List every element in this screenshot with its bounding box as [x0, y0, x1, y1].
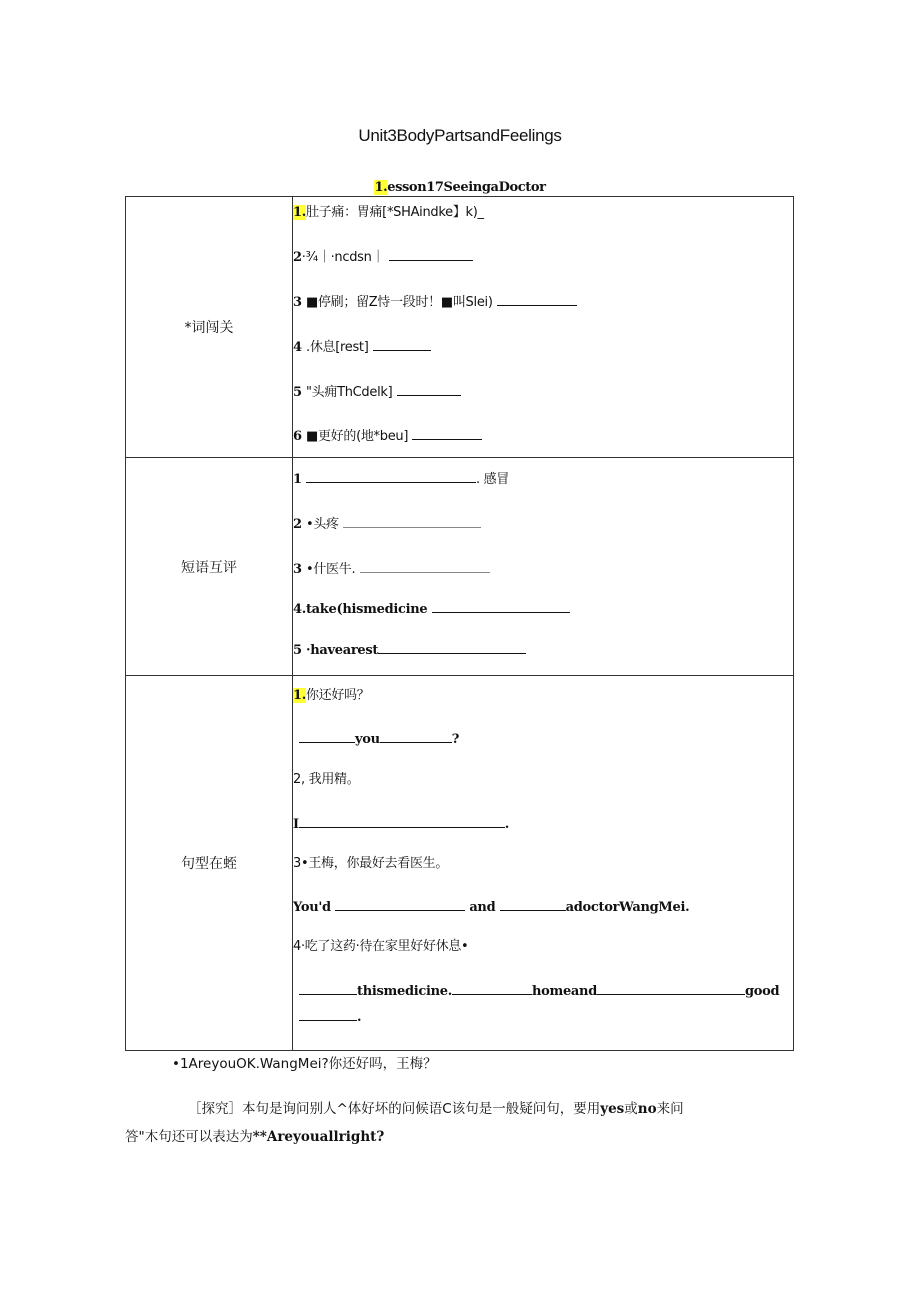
answer-blank[interactable]: [299, 983, 357, 995]
answer-blank[interactable]: [397, 384, 461, 396]
phrase-item-4: 4.take(hismedicine: [293, 601, 570, 617]
phrases-row: [126, 458, 794, 676]
note-explanation: ［探究］本句是询问别人^体好坏的问候语C该句是一般疑问句，要用yes或no来问: [188, 1101, 684, 1117]
exercise-table: [125, 196, 794, 1051]
vocab-item-6: 6 ■更好的(地*beu]: [293, 425, 482, 444]
answer-blank[interactable]: [378, 642, 526, 654]
phrase-item-5: 5 ·havearest: [293, 642, 526, 658]
vocab-item-2: 2·¾｜·ncdsn｜: [293, 246, 473, 265]
vocab-item-1: 1.肚子痛：胃痛[*SHAindke】k)_: [293, 205, 484, 220]
sentence-4-cn: 4·吃了这药·待在家里好好休息•: [293, 939, 469, 954]
answer-blank[interactable]: [497, 294, 577, 306]
answer-blank[interactable]: [412, 428, 482, 440]
answer-blank[interactable]: [373, 339, 431, 351]
sentence-1-en: you ?: [299, 731, 459, 747]
answer-blank[interactable]: [360, 561, 490, 573]
answer-blank[interactable]: [299, 1009, 357, 1021]
answer-blank[interactable]: [452, 983, 532, 995]
lesson-title: [0, 180, 920, 195]
sentence-2-en: I .: [293, 817, 510, 832]
vocab-item-5: 5 "头痈ThCdelk]: [293, 381, 461, 400]
answer-blank[interactable]: [432, 601, 570, 613]
answer-blank[interactable]: [380, 731, 452, 743]
answer-blank[interactable]: [343, 516, 481, 528]
sentence-3-cn: 3•王梅，你最好去看医生。: [293, 856, 449, 871]
phrase-item-1: 1 . 感冒: [293, 472, 510, 487]
sentences-label: 句型在蛭: [126, 676, 293, 1051]
answer-blank[interactable]: [597, 983, 745, 995]
vocab-row: [126, 197, 794, 458]
answer-blank[interactable]: [335, 899, 465, 911]
answer-blank[interactable]: [389, 249, 473, 261]
vocab-item-4: 4 .休息[rest]: [293, 336, 431, 355]
sentence-3-en: You'd and adoctorWangMei.: [293, 900, 690, 915]
lesson-number: 1.: [374, 180, 388, 195]
phrase-item-2: 2 •头疼: [293, 513, 481, 532]
page-title: Unit3BodyPartsandFeelings: [358, 126, 562, 145]
vocab-label: *词闯关: [126, 197, 293, 458]
sentence-1-cn: 1.你还好吗？: [293, 688, 370, 703]
vocab-item-3: 3 ■停刷；留Z恃一段时！■叫Slei): [293, 291, 577, 310]
sentence-4-en-end: .: [299, 1009, 361, 1025]
answer-blank[interactable]: [306, 471, 476, 483]
phrases-label: 短语互评: [126, 458, 293, 676]
note-sentence: •1AreyouOK.WangMei?你还好吗，王梅？: [172, 1056, 437, 1072]
answer-blank[interactable]: [500, 899, 566, 911]
answer-blank[interactable]: [299, 731, 355, 743]
sentence-2-cn: 2, 我用精。: [293, 772, 360, 787]
sentence-4-en: thismedicine. homeand good: [299, 983, 779, 999]
phrase-item-3: 3 •什医牛.: [293, 558, 490, 577]
lesson-name: esson17SeeingaDoctor: [387, 180, 546, 195]
answer-blank[interactable]: [299, 816, 505, 828]
note-alternative: 答"木句还可以表达为**Areyouallright?: [125, 1129, 385, 1145]
sentences-row: [126, 676, 794, 1051]
